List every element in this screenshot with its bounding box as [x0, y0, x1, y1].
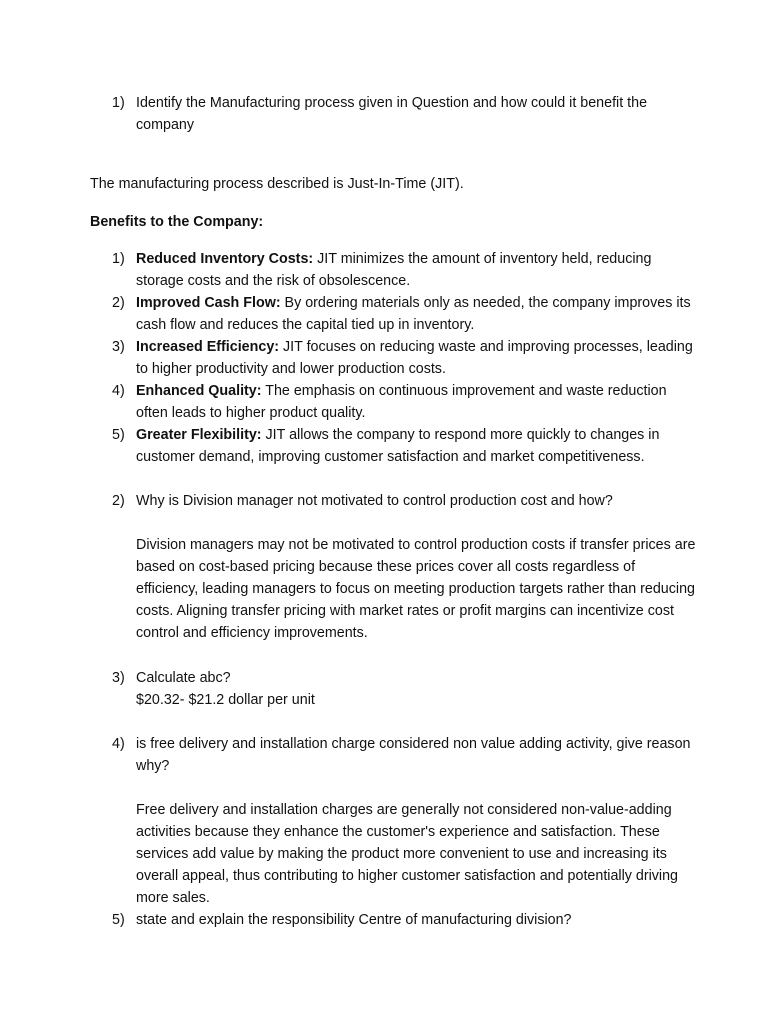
benefit-text	[136, 424, 696, 468]
benefit-title: Reduced Inventory Costs:	[136, 251, 314, 267]
question-text: Identify the Manufacturing process given in Question and how could it benefit the company	[136, 95, 648, 133]
answer-text: $20.32- $21.2 dollar per unit	[136, 692, 315, 708]
benefit-number: 1)	[112, 251, 125, 267]
benefit-text	[136, 336, 696, 380]
benefit-title: Improved Cash Flow:	[136, 295, 281, 311]
answer-text: Free delivery and installation charges are generally not considered non-value-adding activities because they enhance the customer's experience and satisfaction. These services add value by making the product more convenient to use and increasing its overall appeal, thus contributing to higher customer satisfaction and potentially driving more sales.	[136, 802, 679, 906]
benefit-number: 3)	[112, 339, 125, 355]
question-number: 2)	[112, 493, 125, 509]
benefit-description: JIT minimizes the amount of inventory held, reducing storage costs and the risk of obsolescence.	[136, 251, 652, 289]
question-number: 3)	[112, 670, 125, 686]
question-number: 5)	[112, 912, 125, 928]
benefit-text	[136, 248, 696, 292]
question-text: Why is Division manager not motivated to control production cost and how?	[136, 493, 613, 509]
answer-text: Division managers may not be motivated to control production costs if transfer prices are based on cost-based pricing because these prices cover all costs regardless of efficiency, leading managers to focus on meeting production targets rather than reducing costs. Aligning transfer pricing with market rates or profit margins can incentivize cost control and efficiency improvements.	[136, 537, 696, 641]
benefit-title: Enhanced Quality:	[136, 383, 262, 399]
answer-1: The manufacturing process described is Just-In-Time (JIT).	[90, 176, 464, 192]
benefit-text	[136, 292, 696, 336]
question-number: 4)	[112, 736, 125, 752]
benefit-title: Greater Flexibility:	[136, 427, 262, 443]
benefit-number: 2)	[112, 295, 125, 311]
benefit-description: The emphasis on continuous improvement and waste reduction often leads to higher product quality.	[136, 383, 667, 421]
benefit-number: 4)	[112, 383, 125, 399]
benefit-text	[136, 380, 696, 424]
question-text: state and explain the responsibility Centre of manufacturing division?	[136, 912, 572, 928]
benefit-description: JIT focuses on reducing waste and improving processes, leading to higher productivity and lower production costs.	[136, 339, 693, 377]
benefit-title: Increased Efficiency:	[136, 339, 280, 355]
question-number: 1)	[112, 95, 125, 111]
benefit-description: JIT allows the company to respond more quickly to changes in customer demand, improving customer satisfaction and market competitiveness.	[136, 427, 660, 465]
question-text: Calculate abc?	[136, 670, 231, 686]
question-text: is free delivery and installation charge considered non value adding activity, give reason why?	[136, 736, 691, 774]
benefit-number: 5)	[112, 427, 125, 443]
benefit-description: By ordering materials only as needed, the company improves its cash flow and reduces the capital tied up in inventory.	[136, 295, 691, 333]
benefits-heading: Benefits to the Company:	[90, 214, 264, 230]
